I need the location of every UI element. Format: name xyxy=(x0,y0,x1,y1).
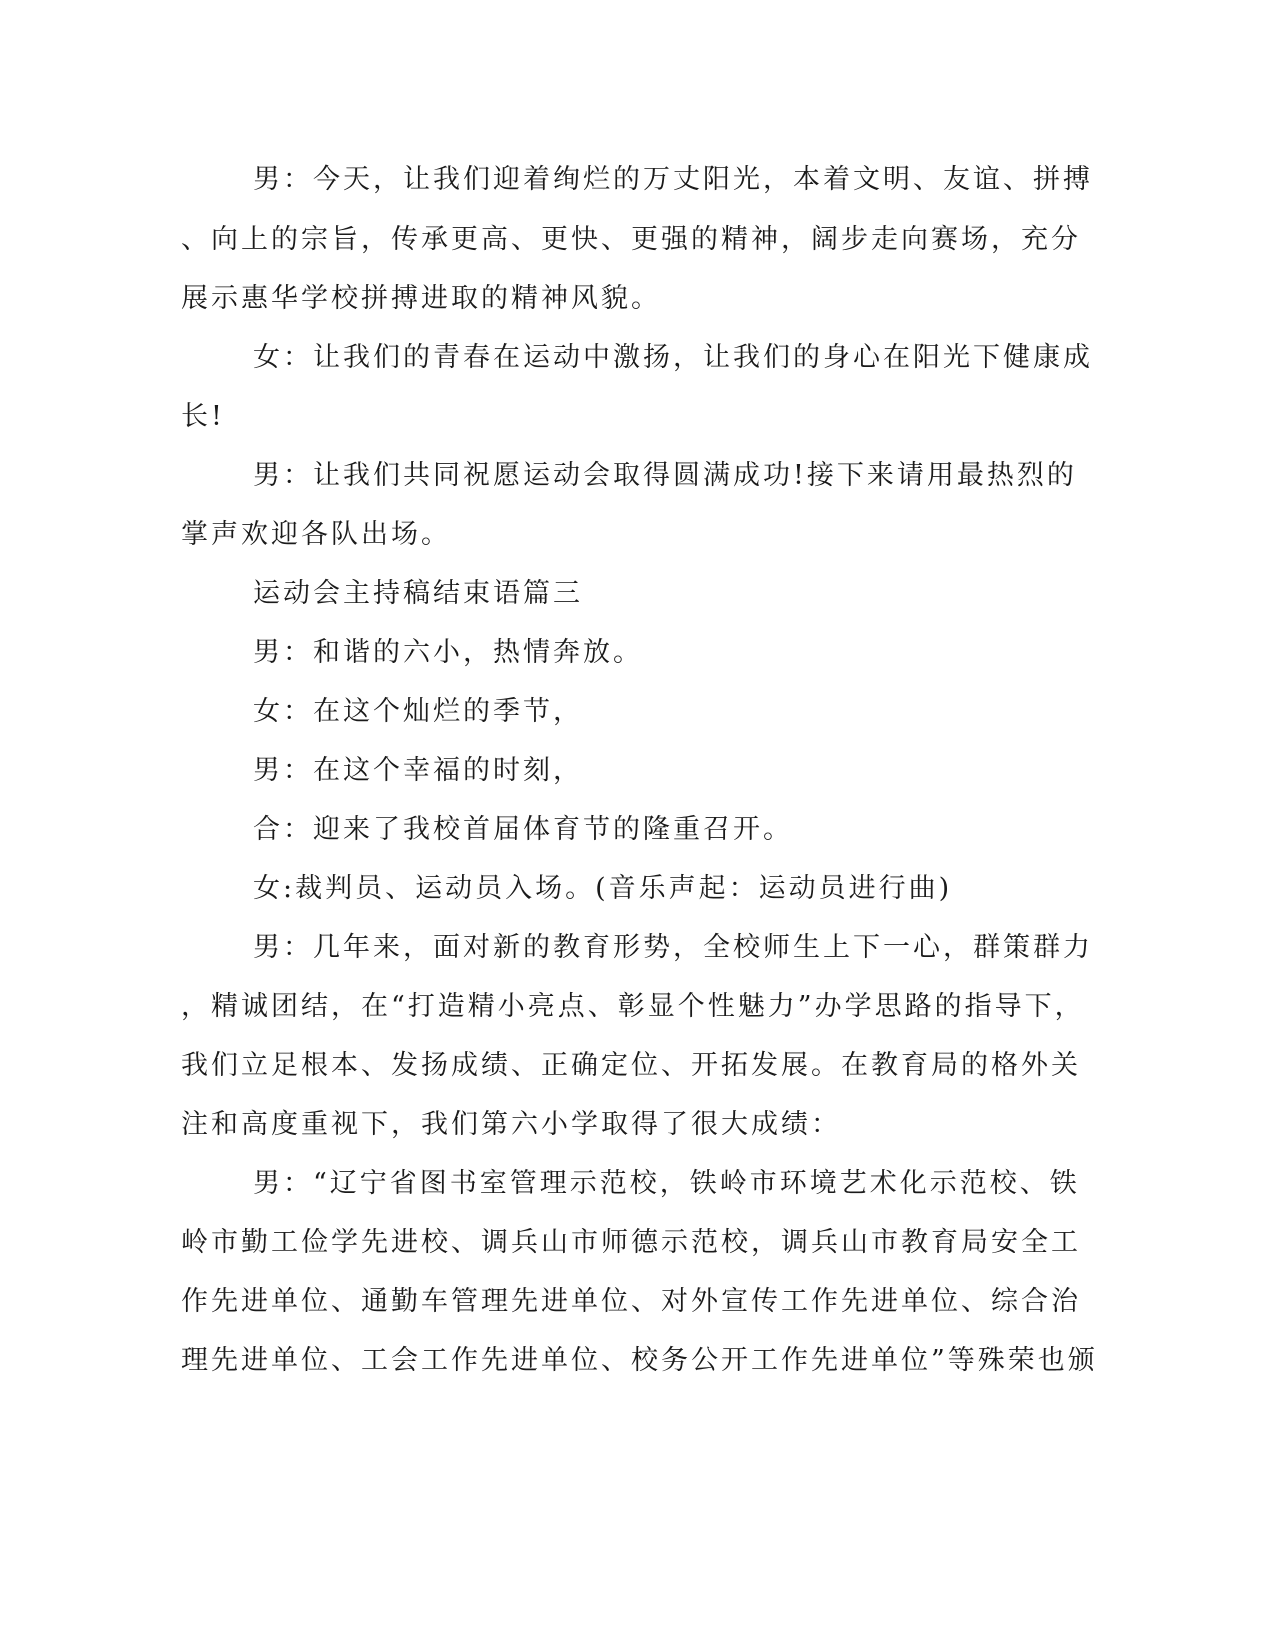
paragraph-10-line-2: 岭市勤工俭学先进校、调兵山市师德示范校，调兵山市教育局安全工 xyxy=(181,1227,1081,1258)
section-heading: 运动会主持稿结束语篇三 xyxy=(253,578,583,609)
paragraph-2-line-2: 长! xyxy=(181,401,225,432)
paragraph-1-line-1: 男：今天，让我们迎着绚烂的万丈阳光，本着文明、友谊、拼搏 xyxy=(253,164,1093,195)
paragraph-3-line-2: 掌声欢迎各队出场。 xyxy=(181,519,451,550)
paragraph-10-line-4: 理先进单位、工会工作先进单位、校务公开工作先进单位”等殊荣也颁 xyxy=(181,1345,1098,1376)
paragraph-1-line-2: 、向上的宗旨，传承更高、更快、更强的精神，阔步走向赛场，充分 xyxy=(181,224,1081,255)
paragraph-4: 男：和谐的六小，热情奔放。 xyxy=(253,637,643,668)
paragraph-2-line-1: 女：让我们的青春在运动中激扬，让我们的身心在阳光下健康成 xyxy=(253,342,1093,373)
paragraph-10-line-1: 男：“辽宁省图书室管理示范校，铁岭市环境艺术化示范校、铁 xyxy=(253,1168,1080,1199)
paragraph-1-line-3: 展示惠华学校拼搏进取的精神风貌。 xyxy=(181,283,661,314)
paragraph-9-line-3: 我们立足根本、发扬成绩、正确定位、开拓发展。在教育局的格外关 xyxy=(181,1050,1081,1081)
paragraph-9-line-4: 注和高度重视下，我们第六小学取得了很大成绩： xyxy=(181,1109,841,1140)
paragraph-8: 女:裁判员、运动员入场。(音乐声起：运动员进行曲) xyxy=(253,873,953,904)
paragraph-9-line-2: ，精诚团结，在“打造精小亮点、彰显个性魅力”办学思路的指导下， xyxy=(181,991,1085,1022)
paragraph-10-line-3: 作先进单位、通勤车管理先进单位、对外宣传工作先进单位、综合治 xyxy=(181,1286,1081,1317)
paragraph-7: 合：迎来了我校首届体育节的隆重召开。 xyxy=(253,814,793,845)
paragraph-5: 女：在这个灿烂的季节， xyxy=(253,696,583,727)
paragraph-9-line-1: 男：几年来，面对新的教育形势，全校师生上下一心，群策群力 xyxy=(253,932,1093,963)
paragraph-3-line-1: 男：让我们共同祝愿运动会取得圆满成功!接下来请用最热烈的 xyxy=(253,460,1077,491)
paragraph-6: 男：在这个幸福的时刻， xyxy=(253,755,583,786)
